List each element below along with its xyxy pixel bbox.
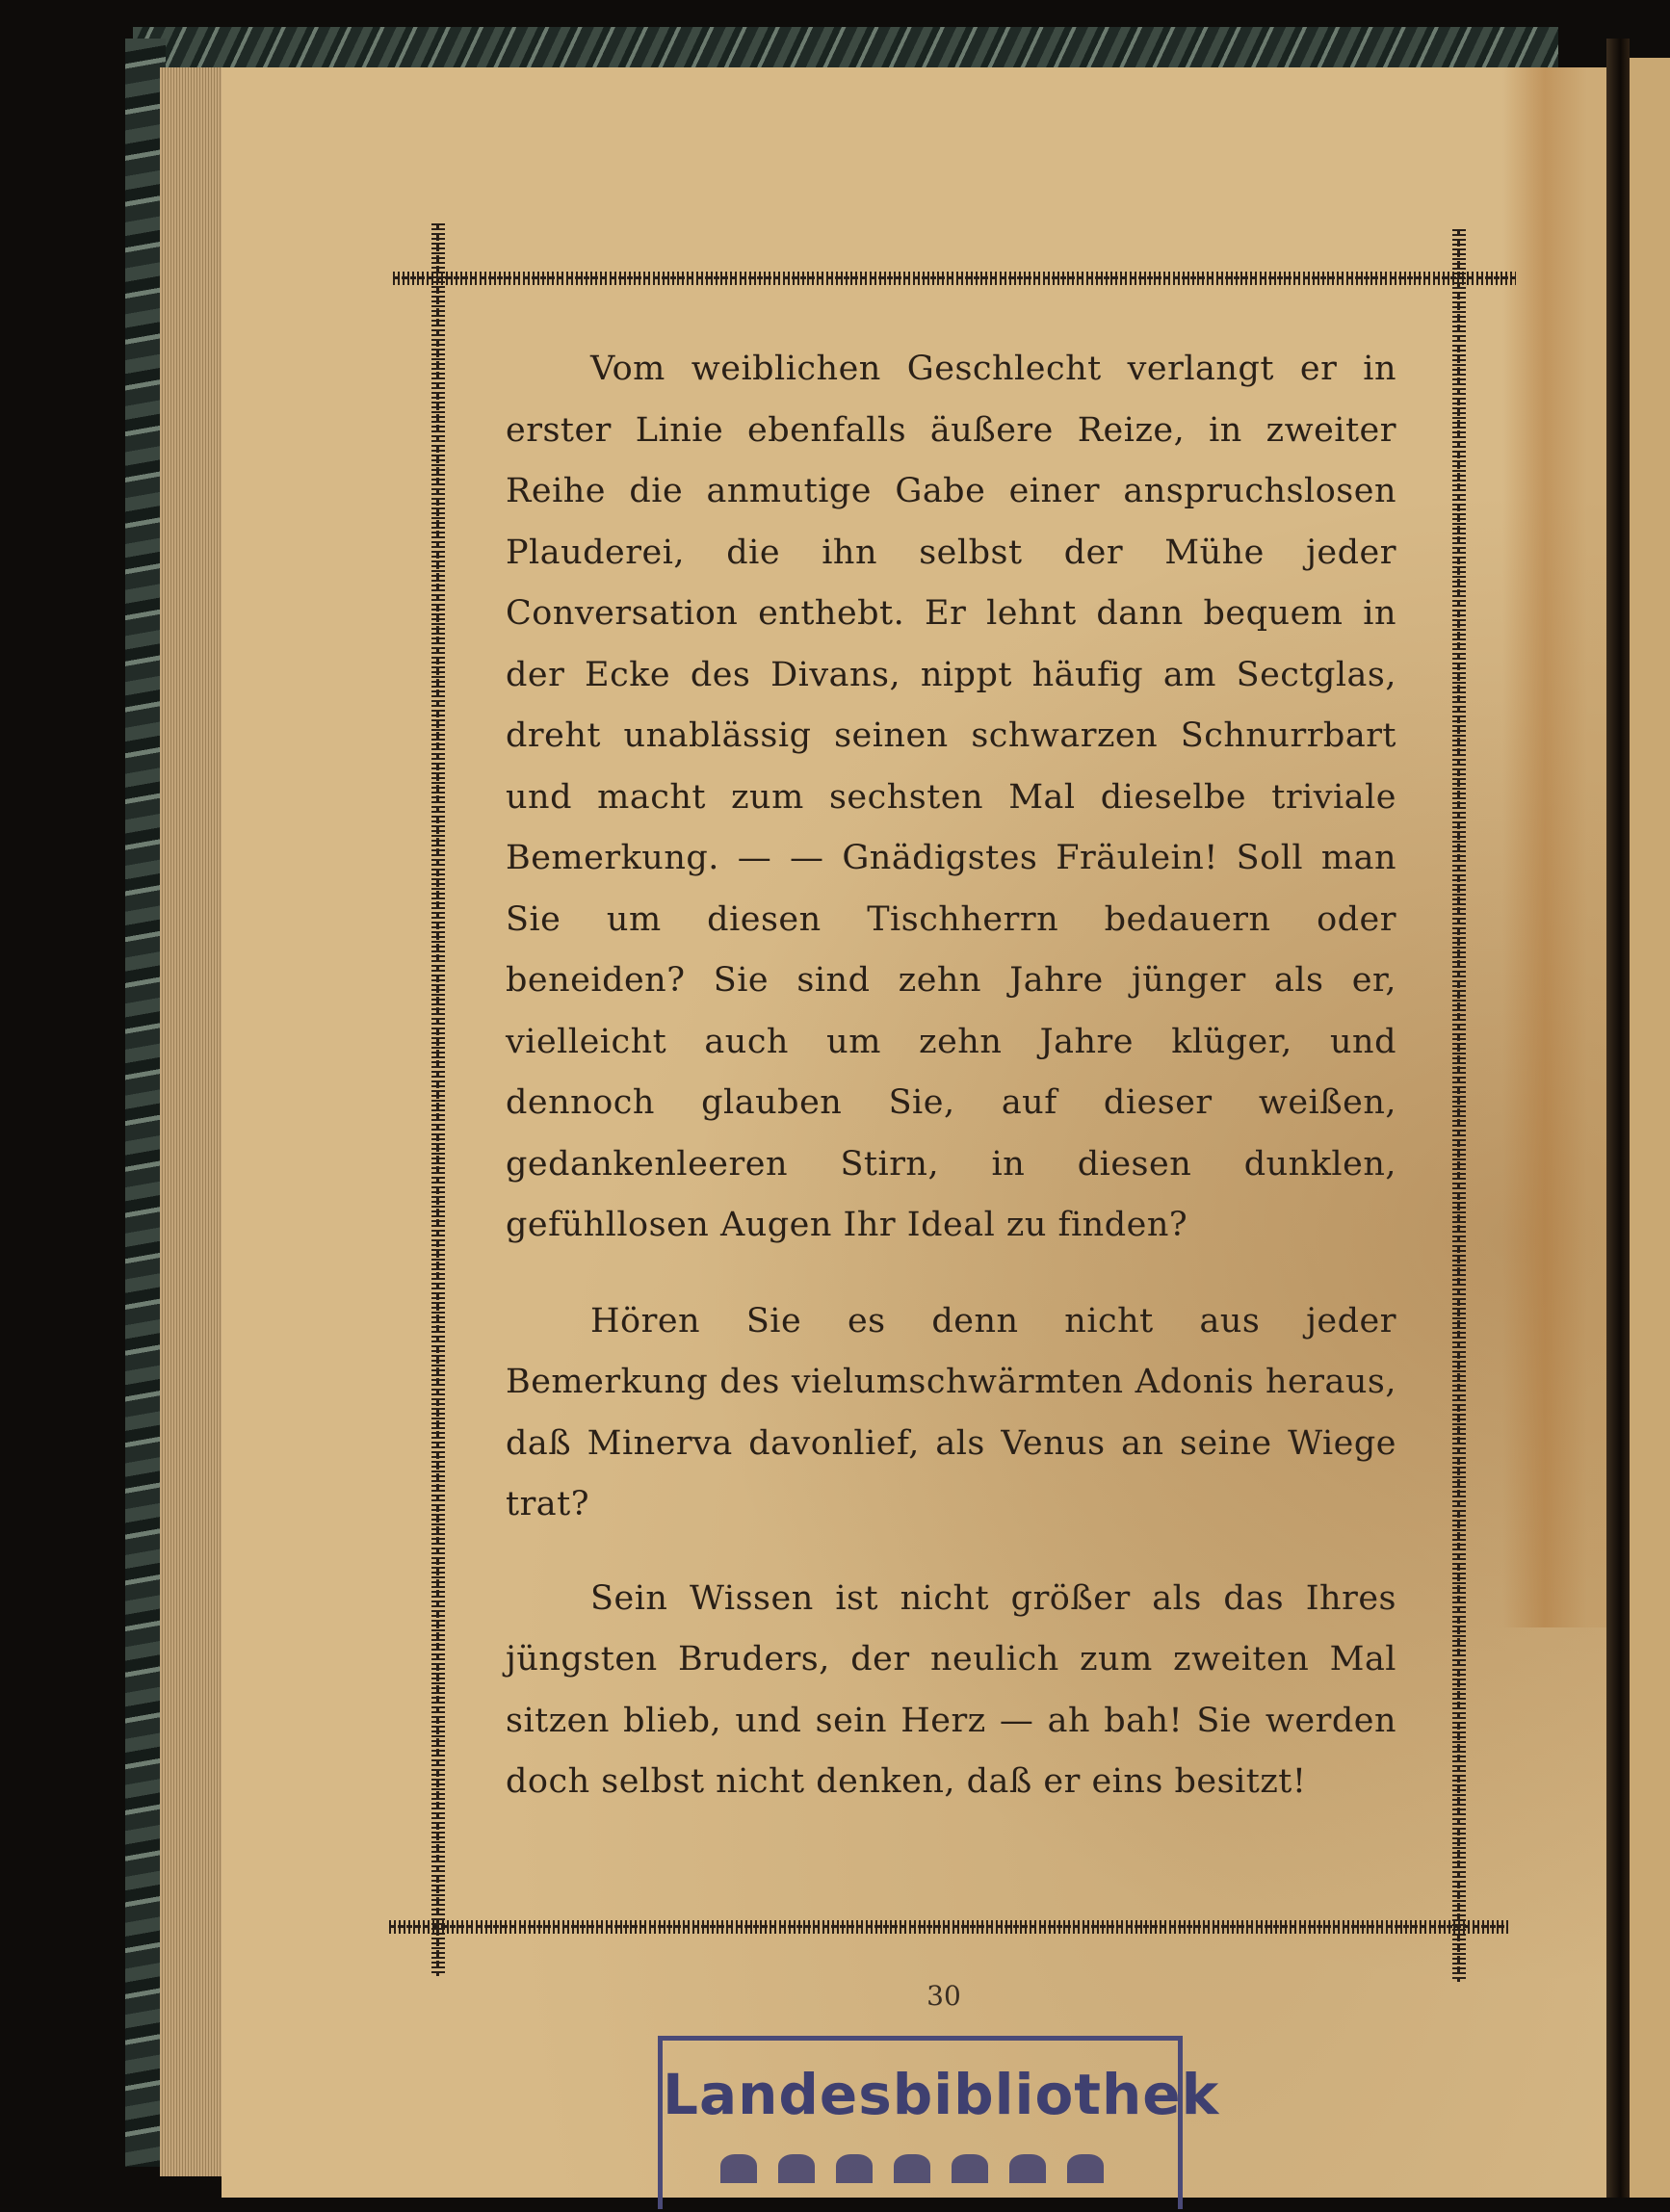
- library-stamp: [658, 2036, 1220, 2209]
- frame-rule-top: [393, 272, 1516, 285]
- body-text: [506, 339, 1396, 1813]
- paragraph-1: Vom weiblichen Geschlecht verlangt er in erster Linie ebenfalls äußere Reize, in zweiter Reihe die anmutige Gabe einer anspruchslosen Plauderei, die ihn selbst der Mühe jeder Conversation enthebt. Er lehnt dann bequem in der Ecke des Divans, nippt häufig am Sectglas, dreht unablässig seinen schwarzen Schnurrbart und macht zum sechsten Mal dieselbe triviale Bemerkung. — — Gnädigstes Fräulein! Soll man Sie um diesen Tischherrn bedauern oder beneiden? Sie sind zehn Jahre jünger als er, vielleicht auch um zehn Jahre klüger, und dennoch glauben Sie, auf dieser weißen, gedankenleeren Stirn, in diesen dunklen, gefühllosen Augen Ihr Ideal zu finden?: [506, 350, 1396, 1244]
- water-stain: [1502, 67, 1608, 1627]
- paragraph-3: Sein Wissen ist nicht größer als das Ihres jüngsten Bruders, der neulich zum zweiten Mal sitzen blieb, und sein Herz — ah bah! Sie werden doch selbst nicht denken, daß er eins besitzt!: [506, 1578, 1396, 1801]
- facing-page-edge: [1630, 58, 1670, 2198]
- book-gutter: [1606, 39, 1630, 2198]
- frame-rule-left: [431, 223, 445, 1976]
- paragraph-2: Hören Sie es denn nicht aus jeder Bemerkung des vielumschwärmten Adonis heraus, daß Minerva davonlief, als Venus an seine Wiege trat?: [506, 1301, 1396, 1523]
- page-number: 30: [926, 1980, 961, 2012]
- frame-rule-bottom: [389, 1920, 1508, 1934]
- stamp-second-line-cutoff: [720, 2154, 1178, 2212]
- frame-rule-right: [1452, 229, 1466, 1982]
- stamp-text: Landesbibliothek: [663, 2062, 1220, 2127]
